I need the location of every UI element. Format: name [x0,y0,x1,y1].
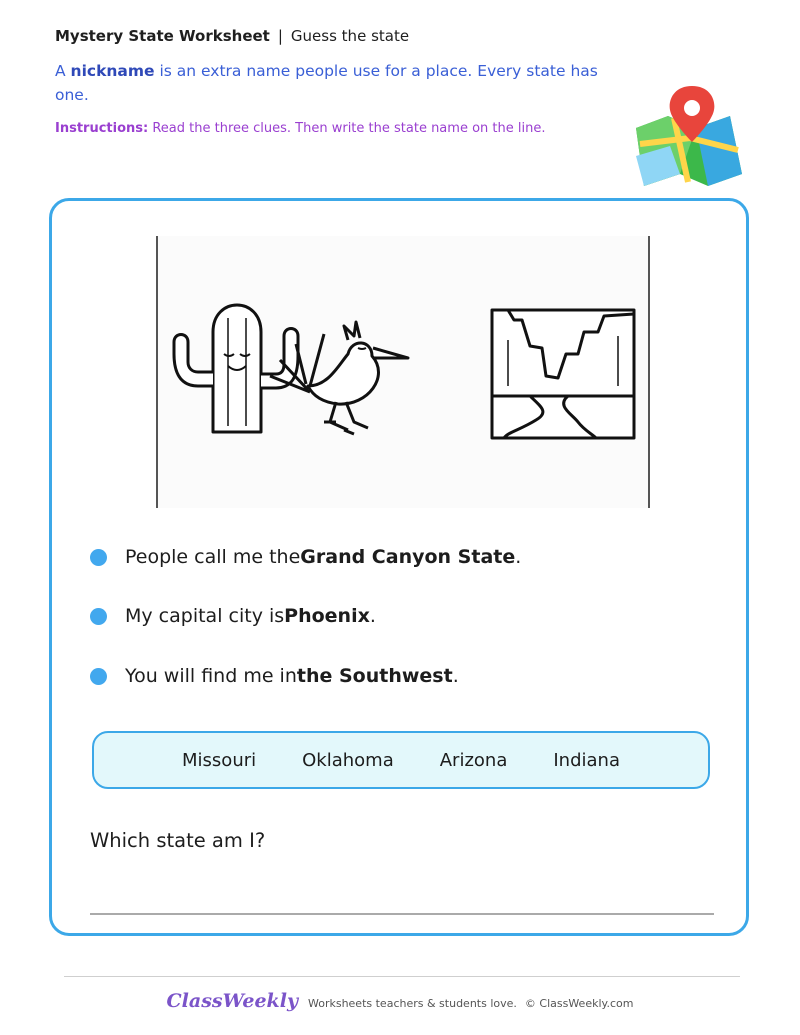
clue-3 [90,665,459,687]
intro-prefix: A [55,62,71,80]
clue-1-bold: Grand Canyon State [300,546,516,568]
instructions [55,121,615,136]
clue-card [49,198,749,936]
intro-rest: is an extra name people use for a place. Every state has one. [55,62,598,104]
choices-box [92,731,710,789]
choice-oklahoma: Oklahoma [302,749,394,771]
footer-copyright: © ClassWeekly.com [524,997,634,1010]
instructions-label: Instructions: [55,121,149,136]
canyon-icon [492,310,634,438]
clue-3-suffix: . [452,665,459,687]
footer-divider [64,976,740,977]
intro-term: nickname [70,62,155,80]
choice-indiana: Indiana [553,749,620,771]
map-pin-icon [630,86,748,190]
clue-2-bold: Phoenix [284,605,370,627]
answer-line[interactable] [90,913,714,915]
footer [0,990,800,1012]
clue-1 [90,546,521,568]
choice-missouri: Missouri [182,749,257,771]
clue-3-bold: the Southwest [296,665,453,687]
bullet-dot [90,549,107,566]
worksheet-title: Mystery State Worksheet [55,27,270,45]
clue-2 [90,605,376,627]
clue-3-prefix: You will find me in [125,665,297,687]
instructions-text: Read the three clues. Then write the state name on the line. [148,121,546,136]
bullet-dot [90,608,107,625]
footer-tagline: Worksheets teachers & students love. [307,997,517,1010]
cactus-icon [174,305,298,432]
bullet-dot [90,668,107,685]
clue-2-prefix: My capital city is [125,605,285,627]
question-text: Which state am I? [90,829,266,852]
clue-2-suffix: . [369,605,376,627]
clue-1-suffix: . [515,546,522,568]
choice-arizona: Arizona [439,749,508,771]
classweekly-logo: ClassWeekly [166,990,298,1012]
worksheet-subtitle: Guess the state [290,27,410,45]
intro-text [55,59,615,107]
worksheet-header [55,27,615,136]
clue-1-prefix: People call me the [125,546,301,568]
title-separator: | [277,27,283,45]
title-line [55,27,615,45]
clue-picture [156,236,650,508]
